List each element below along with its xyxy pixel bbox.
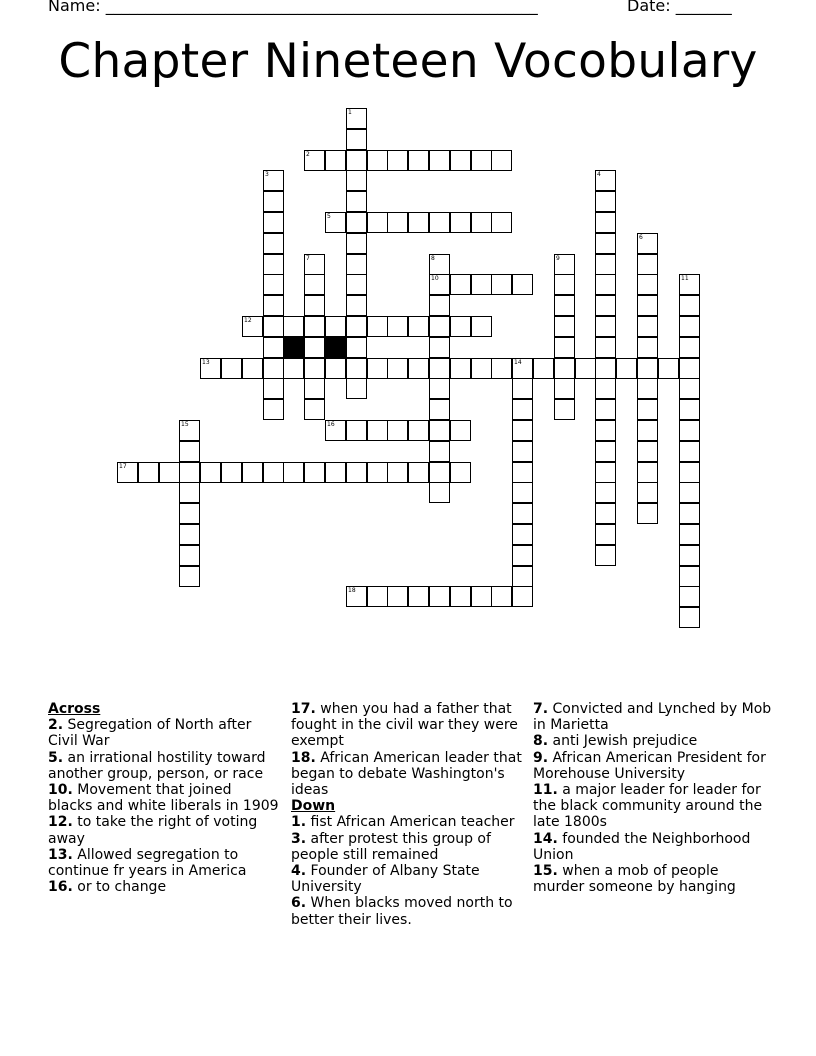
crossword-cell[interactable] (429, 358, 450, 379)
crossword-cell[interactable] (117, 462, 138, 483)
crossword-cell[interactable] (554, 316, 575, 337)
crossword-cell[interactable] (450, 586, 471, 607)
crossword-cell[interactable] (346, 233, 367, 254)
crossword-cell[interactable] (367, 212, 388, 233)
crossword-cell[interactable] (283, 358, 304, 379)
crossword-cell[interactable] (595, 337, 616, 358)
crossword-cell[interactable] (679, 420, 700, 441)
crossword-cell[interactable] (387, 150, 408, 171)
crossword-cell[interactable] (679, 337, 700, 358)
crossword-cell[interactable] (304, 462, 325, 483)
crossword-cell[interactable] (367, 358, 388, 379)
clue-down-15: 15. when a mob of people murder someone by hanging (533, 863, 736, 896)
clue-number: 15 (181, 421, 189, 428)
crossword-cell[interactable] (595, 399, 616, 420)
crossword-cell[interactable] (387, 420, 408, 441)
crossword-cell[interactable] (387, 586, 408, 607)
clue-across-2: 2. Segregation of North after Civil War (48, 717, 252, 750)
crossword-cell[interactable] (595, 420, 616, 441)
clue-number: 8 (431, 255, 435, 262)
clue-number: 14 (514, 359, 522, 366)
date-line: _______ (675, 0, 732, 15)
clue-down-11: 11. a major leader for leader for the black community around the late 1800s (533, 782, 763, 831)
crossword-cell[interactable] (512, 503, 533, 524)
crossword-cell[interactable] (575, 358, 596, 379)
crossword-cell[interactable] (595, 441, 616, 462)
clue-number: 13 (202, 359, 210, 366)
clue-across-12: 12. to take the right of voting away (48, 814, 258, 847)
crossword-cell[interactable] (408, 462, 429, 483)
crossword-cell[interactable] (637, 420, 658, 441)
crossword-cell[interactable] (450, 316, 471, 337)
clues-column-1 (48, 701, 280, 895)
clue-number: 12 (244, 317, 252, 324)
crossword-cell[interactable] (637, 274, 658, 295)
crossword-cell[interactable] (512, 586, 533, 607)
crossword-cell[interactable] (283, 462, 304, 483)
crossword-cell[interactable] (263, 274, 284, 295)
crossword-cell[interactable] (408, 420, 429, 441)
crossword-cell[interactable] (637, 378, 658, 399)
crossword-cell[interactable] (679, 274, 700, 295)
crossword-cell[interactable] (242, 462, 263, 483)
crossword-cell[interactable] (263, 295, 284, 316)
crossword-cell[interactable] (554, 274, 575, 295)
down-heading: Down (291, 798, 336, 815)
crossword-cell[interactable] (429, 441, 450, 462)
crossword-cell[interactable] (450, 462, 471, 483)
crossword-cell[interactable] (179, 441, 200, 462)
crossword-cell[interactable] (263, 170, 284, 191)
crossword-cell[interactable] (637, 316, 658, 337)
crossword-cell[interactable] (179, 420, 200, 441)
clue-down-9: 9. African American President for Morehouse University (533, 749, 766, 782)
crossword-cell[interactable] (679, 607, 700, 628)
crossword-cell[interactable] (263, 337, 284, 358)
crossword-cell[interactable] (595, 378, 616, 399)
crossword-cell[interactable] (408, 586, 429, 607)
crossword-cell[interactable] (367, 420, 388, 441)
crossword-cell[interactable] (595, 524, 616, 545)
clue-number: 6 (639, 234, 643, 241)
crossword-cell[interactable] (637, 503, 658, 524)
crossword-cell[interactable] (450, 358, 471, 379)
crossword-cell[interactable] (512, 420, 533, 441)
crossword-cell[interactable] (179, 462, 200, 483)
crossword-cell[interactable] (263, 233, 284, 254)
crossword-cell[interactable] (304, 399, 325, 420)
crossword-cell[interactable] (637, 399, 658, 420)
crossword-cell[interactable] (637, 233, 658, 254)
crossword-cell[interactable] (595, 358, 616, 379)
crossword-cell[interactable] (429, 420, 450, 441)
crossword-cell[interactable] (367, 150, 388, 171)
crossword-cell[interactable] (304, 254, 325, 275)
crossword-cell[interactable] (637, 462, 658, 483)
crossword-cell[interactable] (346, 316, 367, 337)
crossword-cell[interactable] (325, 358, 346, 379)
crossword-cell[interactable] (450, 150, 471, 171)
clue-across-17: 17. when you had a father that fought in the civil war they were exempt (291, 701, 518, 750)
crossword-cell[interactable] (679, 482, 700, 503)
crossword-cell[interactable] (283, 316, 304, 337)
crossword-cell[interactable] (679, 462, 700, 483)
crossword-cell[interactable] (408, 150, 429, 171)
crossword-cell[interactable] (346, 150, 367, 171)
crossword-cell[interactable] (512, 274, 533, 295)
crossword-cell[interactable] (304, 274, 325, 295)
clue-number: 17 (119, 463, 127, 470)
crossword-cell[interactable] (491, 274, 512, 295)
clue-down-1: 1. fist African American teacher (291, 814, 515, 831)
crossword-cell[interactable] (387, 462, 408, 483)
crossword-cell[interactable] (346, 462, 367, 483)
crossword-cell[interactable] (637, 254, 658, 275)
crossword-cell[interactable] (512, 482, 533, 503)
crossword-cell[interactable] (263, 212, 284, 233)
clues-column-3 (533, 701, 773, 895)
crossword-cell[interactable] (637, 482, 658, 503)
crossword-cell[interactable] (346, 586, 367, 607)
crossword-cell[interactable] (512, 462, 533, 483)
crossword-cell[interactable] (595, 212, 616, 233)
crossword-cell[interactable] (595, 191, 616, 212)
crossword-cell[interactable] (595, 503, 616, 524)
crossword-cell[interactable] (679, 358, 700, 379)
crossword-cell[interactable] (595, 545, 616, 566)
clue-number: 10 (431, 275, 439, 282)
crossword-cell[interactable] (554, 254, 575, 275)
name-label: Name: (48, 0, 106, 15)
crossword-cell[interactable] (304, 358, 325, 379)
crossword-cell[interactable] (554, 295, 575, 316)
clue-down-6: 6. When blacks moved north to better their lives. (291, 895, 513, 928)
crossword-cell[interactable] (346, 170, 367, 191)
crossword-cell[interactable] (159, 462, 180, 483)
crossword-cell[interactable] (346, 420, 367, 441)
crossword-cell[interactable] (304, 150, 325, 171)
crossword-cell[interactable] (408, 212, 429, 233)
crossword-cell[interactable] (679, 586, 700, 607)
crossword-cell[interactable] (179, 566, 200, 587)
crossword-cell[interactable] (637, 295, 658, 316)
crossword-cell[interactable] (471, 586, 492, 607)
clue-down-4: 4. Founder of Albany State University (291, 863, 480, 896)
crossword-cell[interactable] (346, 108, 367, 129)
clue-number: 16 (327, 421, 335, 428)
clue-number: 18 (348, 587, 356, 594)
crossword-cell[interactable] (263, 378, 284, 399)
clue-number: 4 (597, 171, 601, 178)
crossword-cell[interactable] (429, 295, 450, 316)
crossword-cell[interactable] (595, 295, 616, 316)
clue-down-7: 7. Convicted and Lynched by Mob in Marietta (533, 701, 772, 734)
crossword-block (325, 337, 346, 358)
crossword-cell[interactable] (450, 212, 471, 233)
crossword-cell[interactable] (512, 441, 533, 462)
crossword-cell[interactable] (512, 545, 533, 566)
crossword-cell[interactable] (346, 254, 367, 275)
date-label: Date: (627, 0, 676, 15)
crossword-cell[interactable] (346, 337, 367, 358)
page-title: Chapter Nineteen Vocobulary (58, 34, 758, 89)
crossword-cell[interactable] (263, 358, 284, 379)
clue-number: 3 (265, 171, 269, 178)
clue-number: 9 (556, 255, 560, 262)
crossword-cell[interactable] (346, 295, 367, 316)
crossword-cell[interactable] (595, 316, 616, 337)
crossword-cell[interactable] (179, 545, 200, 566)
crossword-cell[interactable] (346, 191, 367, 212)
crossword-cell[interactable] (533, 358, 554, 379)
crossword-cell[interactable] (263, 399, 284, 420)
crossword-cell[interactable] (304, 295, 325, 316)
crossword-cell[interactable] (679, 545, 700, 566)
clue-number: 1 (348, 109, 352, 116)
crossword-cell[interactable] (429, 462, 450, 483)
crossword-cell[interactable] (200, 462, 221, 483)
crossword-cell[interactable] (429, 378, 450, 399)
crossword-cell[interactable] (512, 566, 533, 587)
crossword-cell[interactable] (595, 170, 616, 191)
crossword-cell[interactable] (387, 316, 408, 337)
crossword-cell[interactable] (554, 378, 575, 399)
crossword-cell[interactable] (491, 150, 512, 171)
across-heading: Across (48, 701, 101, 717)
crossword-cell[interactable] (242, 316, 263, 337)
crossword-cell[interactable] (429, 274, 450, 295)
crossword-block (283, 337, 304, 358)
clue-across-10: 10. Movement that joined blacks and white liberals in 1909 (48, 782, 279, 815)
crossword-cell[interactable] (471, 150, 492, 171)
crossword-cell[interactable] (429, 482, 450, 503)
crossword-cell[interactable] (450, 420, 471, 441)
crossword-cell[interactable] (346, 378, 367, 399)
crossword-cell[interactable] (554, 399, 575, 420)
crossword-cell[interactable] (637, 358, 658, 379)
crossword-cell[interactable] (491, 586, 512, 607)
crossword-cell[interactable] (512, 378, 533, 399)
crossword-cell[interactable] (679, 295, 700, 316)
clue-across-5: 5. an irrational hostility toward another group, person, or race (48, 749, 266, 782)
crossword-cell[interactable] (408, 358, 429, 379)
crossword-cell[interactable] (554, 337, 575, 358)
crossword-cell[interactable] (200, 358, 221, 379)
crossword-cell[interactable] (471, 212, 492, 233)
crossword-cell[interactable] (304, 337, 325, 358)
crossword-cell[interactable] (325, 462, 346, 483)
crossword-cell[interactable] (325, 212, 346, 233)
clue-across-13: 13. Allowed segregation to continue fr years in America (48, 846, 247, 880)
crossword-cell[interactable] (471, 316, 492, 337)
crossword-cell[interactable] (325, 150, 346, 171)
crossword-cell[interactable] (367, 316, 388, 337)
crossword-cell[interactable] (346, 129, 367, 150)
crossword-cell[interactable] (679, 399, 700, 420)
crossword-cell[interactable] (679, 441, 700, 462)
crossword-cell[interactable] (138, 462, 159, 483)
crossword-cell[interactable] (367, 586, 388, 607)
crossword-cell[interactable] (304, 316, 325, 337)
crossword-cell[interactable] (512, 358, 533, 379)
crossword-cell[interactable] (429, 150, 450, 171)
crossword-cell[interactable] (325, 420, 346, 441)
crossword-cell[interactable] (429, 586, 450, 607)
crossword-cell[interactable] (595, 482, 616, 503)
crossword-cell[interactable] (179, 524, 200, 545)
clues-column-2 (291, 701, 527, 928)
crossword-cell[interactable] (304, 378, 325, 399)
crossword-cell[interactable] (263, 191, 284, 212)
crossword-cell[interactable] (346, 212, 367, 233)
crossword-cell[interactable] (637, 441, 658, 462)
crossword-cell[interactable] (179, 482, 200, 503)
crossword-cell[interactable] (679, 316, 700, 337)
crossword-cell[interactable] (491, 358, 512, 379)
crossword-cell[interactable] (367, 462, 388, 483)
name-line: ______________________________________________________ (105, 0, 538, 15)
crossword-cell[interactable] (387, 212, 408, 233)
crossword-cell[interactable] (263, 462, 284, 483)
crossword-cell[interactable] (325, 316, 346, 337)
clue-across-16: 16. or to change (48, 879, 167, 896)
crossword-cell[interactable] (221, 358, 242, 379)
crossword-cell[interactable] (408, 316, 429, 337)
crossword-cell[interactable] (637, 337, 658, 358)
crossword-cell[interactable] (616, 358, 637, 379)
crossword-cell[interactable] (595, 462, 616, 483)
crossword-cell[interactable] (471, 274, 492, 295)
crossword-cell[interactable] (263, 316, 284, 337)
crossword-cell[interactable] (491, 212, 512, 233)
crossword-cell[interactable] (554, 358, 575, 379)
clue-down-3: 3. after protest this group of people still remained (291, 830, 491, 863)
clue-number: 5 (327, 213, 331, 220)
crossword-cell[interactable] (429, 212, 450, 233)
crossword-cell[interactable] (512, 524, 533, 545)
crossword-cell[interactable] (346, 274, 367, 295)
crossword-cell[interactable] (679, 503, 700, 524)
crossword-cell[interactable] (471, 358, 492, 379)
crossword-cell[interactable] (679, 378, 700, 399)
clue-across-18: 18. African American leader that began to debate Washington's ideas (291, 749, 522, 799)
crossword-cell[interactable] (429, 337, 450, 358)
crossword-cell[interactable] (179, 503, 200, 524)
crossword-cell[interactable] (595, 274, 616, 295)
crossword-cell[interactable] (450, 274, 471, 295)
crossword-cell[interactable] (429, 316, 450, 337)
clue-down-14: 14. founded the Neighborhood Union (533, 830, 751, 863)
crossword-cell[interactable] (429, 254, 450, 275)
crossword-cell[interactable] (595, 233, 616, 254)
clue-number: 7 (306, 255, 310, 262)
crossword-cell[interactable] (429, 399, 450, 420)
clue-down-8: 8. anti Jewish prejudice (533, 733, 698, 750)
crossword-cell[interactable] (679, 524, 700, 545)
crossword-cell[interactable] (595, 254, 616, 275)
crossword-cell[interactable] (221, 462, 242, 483)
crossword-cell[interactable] (263, 254, 284, 275)
crossword-cell[interactable] (387, 358, 408, 379)
crossword-cell[interactable] (679, 566, 700, 587)
crossword-cell[interactable] (346, 358, 367, 379)
clue-number: 2 (306, 151, 310, 158)
crossword-cell[interactable] (242, 358, 263, 379)
clue-number: 11 (681, 275, 689, 282)
crossword-cell[interactable] (512, 399, 533, 420)
crossword-cell[interactable] (658, 358, 679, 379)
